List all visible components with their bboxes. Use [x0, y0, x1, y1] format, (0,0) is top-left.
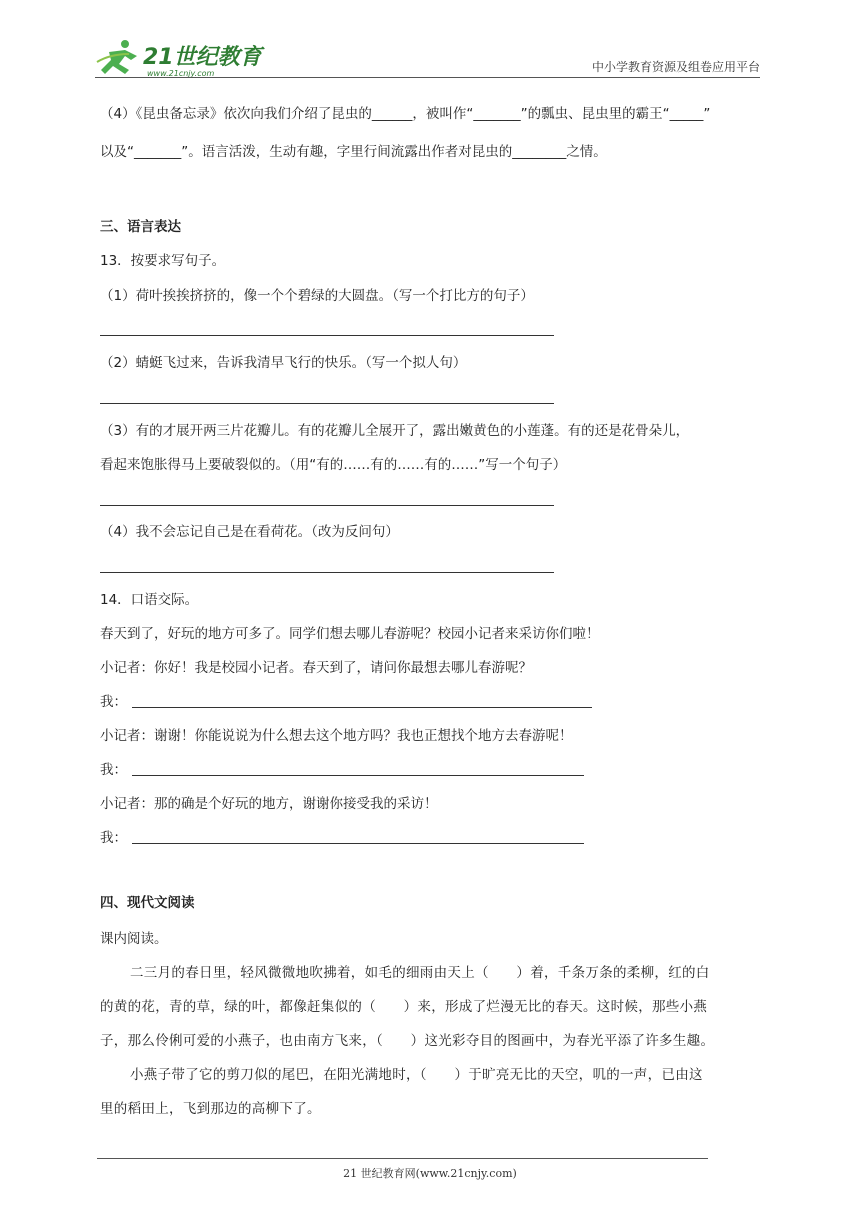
answer-line-q13-2[interactable] [100, 403, 554, 404]
reading-intro: 课内阅读。 [100, 931, 168, 947]
q14-me-label-2: 我： [100, 762, 127, 778]
q14-prompt: 14．口语交际。 [100, 592, 199, 608]
passage-p1-line1: 二三月的春日里，轻风微微地吹拂着，如毛的细雨由天上（ ）着，千条万条的柔柳，红的白 [130, 965, 710, 981]
q13-4: （4）我不会忘记自己是在看荷花。（改为反问句） [100, 524, 399, 540]
answer-line-q13-1[interactable] [100, 335, 554, 336]
q13-prompt: 13．按要求写句子。 [100, 253, 226, 269]
q14-reporter-2: 小记者：谢谢！你能说说为什么想去这个地方吗？我也正想找个地方去春游呢！ [100, 728, 573, 744]
q14-intro: 春天到了，好玩的地方可多了。同学们想去哪儿春游呢？校园小记者来采访你们啦！ [100, 626, 600, 642]
q13-3-line2: 看起来饱胀得马上要破裂似的。（用“有的……有的……有的……”写一个句子） [100, 457, 567, 473]
page-header [95, 36, 760, 80]
q14-me-label-3: 我： [100, 830, 127, 846]
answer-line-q13-3[interactable] [100, 505, 554, 506]
answer-line-q14-3[interactable] [132, 843, 584, 844]
q14-reporter-3: 小记者：那的确是个好玩的地方，谢谢你接受我的采访！ [100, 796, 438, 812]
logo-text: 21世纪教育 [143, 45, 262, 70]
q14-reporter-1: 小记者：你好！我是校园小记者。春天到了，请问你最想去哪儿春游呢？ [100, 660, 532, 676]
q13-3-line1: （3）有的才展开两三片花瓣儿。有的花瓣儿全展开了，露出嫩黄色的小莲蓬。有的还是花骨朵儿， [100, 423, 690, 439]
answer-line-q14-1[interactable] [132, 707, 592, 708]
answer-line-q13-4[interactable] [100, 572, 554, 573]
answer-line-q14-2[interactable] [132, 775, 584, 776]
platform-label: 中小学教育资源及组卷应用平台 [591, 60, 760, 74]
logo-graphic [95, 36, 270, 80]
logo-url: www.21cnjy.com [147, 69, 215, 78]
q12-4-line1: （4）《昆虫备忘录》依次向我们介绍了昆虫的______，被叫作“_______”的瓢虫、昆虫里的霸王“_____” [100, 106, 711, 122]
q13-2: （2）蜻蜓飞过来，告诉我清早飞行的快乐。（写一个拟人句） [100, 355, 467, 371]
footer-divider [97, 1158, 708, 1159]
header-divider [95, 77, 760, 78]
q13-1: （1）荷叶挨挨挤挤的，像一个个碧绿的大圆盘。（写一个打比方的句子） [100, 288, 534, 304]
passage-p1-line3: 子，那么伶俐可爱的小燕子，也由南方飞来，（ ）这光彩夺目的图画中，为春光平添了许多生趣。 [100, 1033, 715, 1049]
passage-p2-line2: 里的稻田上，飞到那边的高柳下了。 [100, 1101, 321, 1117]
section3-title: 三、语言表达 [100, 219, 181, 235]
page-footer: 21 世纪教育网(www.21cnjy.com) [343, 1167, 517, 1180]
q12-4-line2: 以及“_______”。语言活泼，生动有趣，字里行间流露出作者对昆虫的________之情。 [100, 144, 607, 160]
site-logo [95, 36, 270, 80]
passage-p1-line2: 的黄的花，青的草，绿的叶，都像赶集似的（ ）来，形成了烂漫无比的春天。这时候，那些小燕 [100, 999, 708, 1015]
passage-p2-line1: 小燕子带了它的剪刀似的尾巴，在阳光满地时，（ ）于旷亮无比的天空，叽的一声，已由这 [130, 1067, 703, 1083]
section4-title: 四、现代文阅读 [100, 895, 195, 911]
q14-me-label-1: 我： [100, 694, 127, 710]
